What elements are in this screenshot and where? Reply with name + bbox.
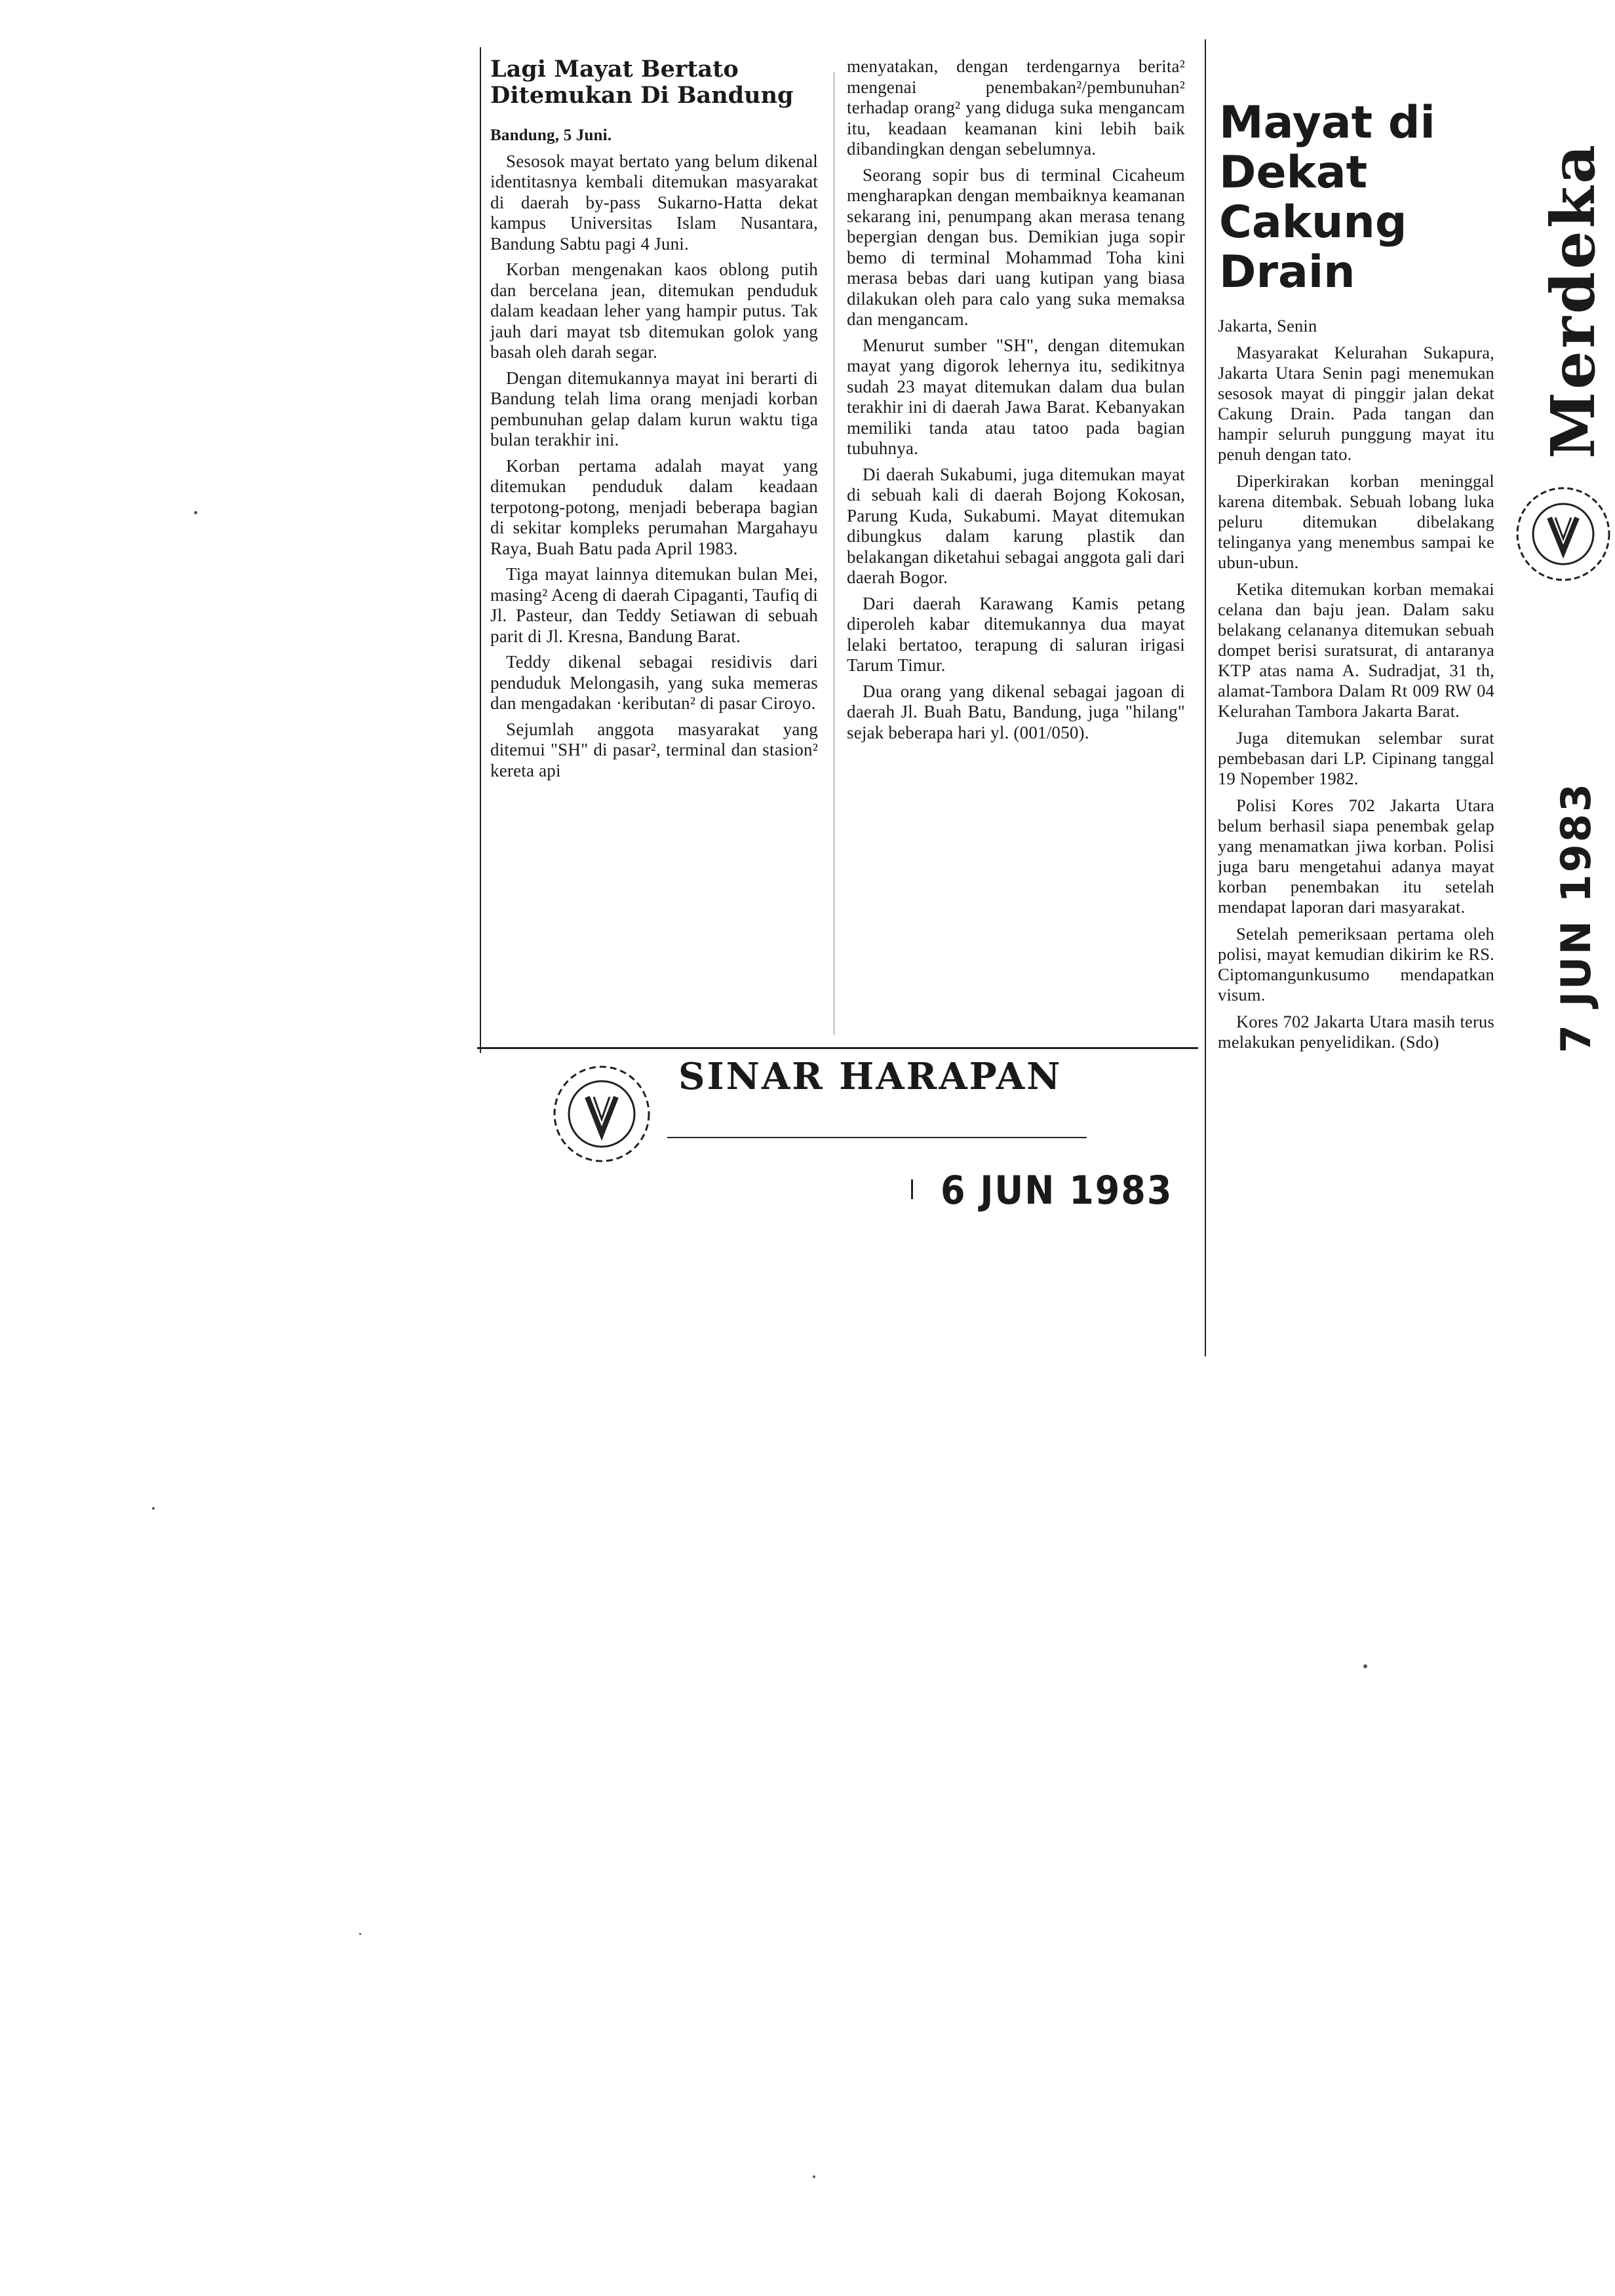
paragraph: Polisi Kores 702 Jakarta Utara belum berhasil siapa penembak gelap yang menamatkan jiwa korban. Polisi juga baru mengetahui adanya mayat korban penembakan itu setelah mendapat laporan dari masyarakat. [1218, 795, 1494, 917]
paragraph: Korban mengenakan kaos oblong putih dan bercelana jean, ditemukan penduduk dalam keadaan leher yang hampir putus. Tak jauh dari mayat tsb ditemukan golok yang basah oleh darah segar. [490, 259, 818, 362]
paragraph: Sejumlah anggota masyarakat yang ditemui "SH" di pasar², terminal dan stasion² kereta api [490, 719, 818, 780]
masthead-underline [667, 1137, 1087, 1138]
paragraph: Menurut sumber "SH", dengan ditemukan mayat yang digorok lehernya itu, sedikitnya sudah 23 mayat ditemukan dalam dua bulan terakhir ini di daerah Jawa Barat. Kebanyakan memiliki tanda atau tatoo pada bagian tubuhnya. [847, 335, 1185, 458]
scan-speck [194, 511, 197, 514]
date-tick [911, 1179, 913, 1199]
paragraph: Kores 702 Jakarta Utara masih terus melakukan penyelidikan. (Sdo) [1218, 1012, 1494, 1052]
paragraph: Dari daerah Karawang Kamis petang diperoleh kabar ditemukannya dua mayat lelaki bertatoo, terapung di saluran irigasi Tarum Timur. [847, 593, 1185, 675]
merdeka-date-text: 7 JUN 1983 [1552, 781, 1600, 1054]
sinar-harapan-stamp-icon [536, 1056, 667, 1174]
sinar-harapan-headline: Lagi Mayat Bertato Ditemukan Di Bandung [490, 56, 794, 109]
paragraph: Sesosok mayat bertato yang belum dikenal identitasnya kembali ditemukan masyarakat di daerah by-pass Sukarno-Hatta dekat kampus Universitas Islam Nusantara, Bandung Sabtu pagi 4 Juni. [490, 151, 818, 254]
paragraph: Tiga mayat lainnya ditemukan bulan Mei, masing² Aceng di daerah Cipaganti, Taufiq di Jl. Pasteur, dan Teddy Setiawan di sebuah parit di Jl. Kresna, Bandung Barat. [490, 564, 818, 646]
scan-speck [1363, 1664, 1367, 1668]
merdeka-headline: Mayat di Dekat Cakung Drain [1219, 97, 1435, 298]
paragraph: Teddy dikenal sebagai residivis dari penduduk Melongasih, yang suka memeras dan mengadakan ·keributan² di pasar Ciroyo. [490, 652, 818, 713]
sinar-harapan-masthead: SINAR HARAPAN [678, 1055, 1062, 1098]
clipping-bottom-rule [477, 1047, 1198, 1049]
scan-speck [359, 1933, 361, 1935]
scan-speck [813, 2175, 815, 2178]
merdeka-masthead [1534, 142, 1612, 469]
merdeka-dateline: Jakarta, Senin [1218, 316, 1317, 335]
sinar-harapan-date-stamp: 6 JUN 1983 [941, 1168, 1173, 1214]
merdeka-column [1218, 316, 1494, 1059]
paragraph: Ketika ditemukan korban memakai celana dan baju jean. Dalam saku belakang celananya ditemukan sebuah dompet berisi suratsurat, di antaranya KTP atas nama A. Sudradjat, 31 th, alamat-Tambora Dalam Rt 009 RW 04 Kelurahan Tambora Jakarta Barat. [1218, 579, 1494, 721]
paragraph: Di daerah Sukabumi, juga ditemukan mayat di sebuah kali di daerah Bojong Kokosan, Parung Kuda, Sukabumi. Mayat ditemukan dibungkus dalam karung plastik dan belakangan diketahui sebagai anggota gali dari daerah Bogor. [847, 464, 1185, 587]
sinar-harapan-column-2 [847, 56, 1185, 748]
paragraph: Seorang sopir bus di terminal Cicaheum mengharapkan dengan membaiknya keamanan sekarang ini, penumpang akan merasa tenang bepergian dengan bus. Demikian juga sopir bemo di terminal Mohammad Toha kini merasa bebas dari uang kutipan yang biasa dilakukan oleh para calo yang suka memaksa dan mengancam. [847, 164, 1185, 329]
sinar-harapan-column-1 [490, 124, 818, 786]
merdeka-left-border [1205, 39, 1206, 1356]
paragraph: Dua orang yang dikenal sebagai jagoan di daerah Jl. Buah Batu, Bandung, juga "hilang" sejak beberapa hari yl. (001/050). [847, 681, 1185, 742]
paragraph: Setelah pemeriksaan pertama oleh polisi, mayat kemudian dikirim ke RS. Ciptomangunkusumo mendapatkan visum. [1218, 924, 1494, 1004]
paragraph: menyatakan, dengan terdengarnya berita² mengenai penembakan²/pembunuhan² terhadap orang² yang diduga suka mengancam itu, keadaan keamanan kini lebih baik dibandingkan dengan sebelumnya. [847, 56, 1185, 159]
merdeka-date-stamp [1544, 767, 1609, 1068]
paragraph: Dengan ditemukannya mayat ini berarti di Bandung telah lima orang menjadi korban pembunuhan gelap dalam kurun waktu tiga bulan terakhir ini. [490, 368, 818, 450]
merdeka-stamp-icon [1508, 478, 1615, 590]
paragraph: Korban pertama adalah mayat yang ditemukan penduduk dalam keadaan terpotong-potong, menjadi beberapa bagian di sekitar kompleks perumahan Margahayu Raya, Buah Batu pada April 1983. [490, 455, 818, 558]
paragraph: Masyarakat Kelurahan Sukapura, Jakarta Utara Senin pagi menemukan sesosok mayat di pinggir jalan dekat Cakung Drain. Pada tangan dan hampir seluruh punggung mayat itu penuh dengan tato. [1218, 343, 1494, 464]
sinar-harapan-dateline: Bandung, 5 Juni. [490, 126, 612, 144]
merdeka-masthead-text: Merdeka [1538, 142, 1608, 459]
paragraph: Juga ditemukan selembar surat pembebasan dari LP. Cipinang tanggal 19 Nopember 1982. [1218, 728, 1494, 788]
clipping-left-border [480, 47, 481, 1053]
paragraph: Diperkirakan korban meninggal karena ditembak. Sebuah lobang luka peluru ditemukan dibelakang telinganya yang menembus sampai ke ubun-ubun. [1218, 471, 1494, 572]
scan-speck [152, 1507, 155, 1510]
